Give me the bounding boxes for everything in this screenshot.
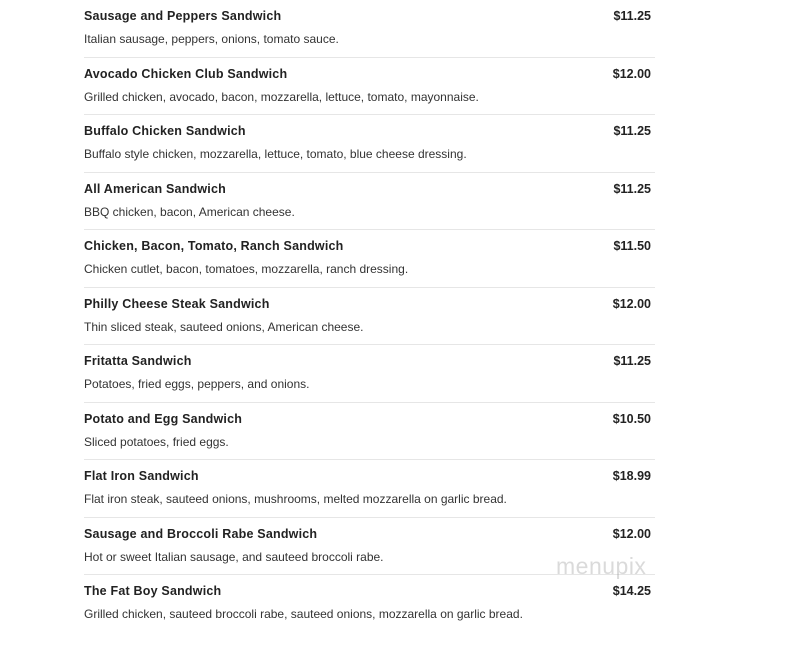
item-price: $12.00	[612, 66, 651, 81]
item-description: Thin sliced steak, sauteed onions, American cheese.	[84, 319, 364, 334]
menu-list	[84, 0, 655, 649]
item-name: Sausage and Broccoli Rabe Sandwich	[84, 526, 318, 541]
menu-item	[84, 575, 655, 649]
menupix-watermark: menupix	[556, 553, 647, 579]
item-price: $11.25	[613, 124, 651, 138]
item-name: Buffalo Chicken Sandwich	[84, 124, 246, 138]
item-name: Potato and Egg Sandwich	[84, 411, 243, 426]
item-description: BBQ chicken, bacon, American cheese.	[84, 204, 295, 219]
item-name: Philly Cheese Steak Sandwich	[84, 296, 270, 311]
item-description: Hot or sweet Italian sausage, and sauteed broccoli rabe.	[84, 549, 384, 564]
item-price: $18.99	[612, 469, 651, 483]
menu-item	[84, 230, 655, 288]
item-name: All American Sandwich	[84, 181, 226, 196]
item-description: Buffalo style chicken, mozzarella, lettuce, tomato, blue cheese dressing.	[84, 147, 467, 161]
menu-item	[84, 0, 655, 58]
menu-item	[84, 173, 655, 231]
menu-item	[84, 403, 655, 461]
item-price: $12.00	[612, 526, 651, 541]
item-name: Flat Iron Sandwich	[84, 469, 199, 483]
menu-item	[84, 345, 655, 403]
item-name: Fritatta Sandwich	[84, 354, 192, 368]
menu-item	[84, 115, 655, 173]
item-description: Potatoes, fried eggs, peppers, and onions.	[84, 377, 310, 391]
item-price: $12.00	[612, 296, 651, 311]
item-name: Avocado Chicken Club Sandwich	[84, 66, 288, 81]
menu-item	[84, 460, 655, 518]
item-description: Grilled chicken, sauteed broccoli rabe, sauteed onions, mozzarella on garlic bread.	[84, 607, 523, 621]
item-price: $11.25	[613, 181, 651, 196]
item-name: The Fat Boy Sandwich	[84, 584, 222, 598]
item-description: Grilled chicken, avocado, bacon, mozzarella, lettuce, tomato, mayonnaise.	[84, 89, 479, 104]
menu-item	[84, 288, 655, 346]
item-price: $10.50	[612, 411, 651, 426]
menu-item	[84, 58, 655, 116]
item-price: $11.50	[613, 239, 651, 253]
item-description: Chicken cutlet, bacon, tomatoes, mozzarella, ranch dressing.	[84, 262, 409, 276]
item-name: Sausage and Peppers Sandwich	[84, 9, 282, 23]
item-description: Italian sausage, peppers, onions, tomato sauce.	[84, 32, 339, 46]
item-name: Chicken, Bacon, Tomato, Ranch Sandwich	[84, 239, 344, 253]
item-description: Sliced potatoes, fried eggs.	[84, 434, 229, 449]
item-price: $14.25	[612, 584, 651, 598]
item-price: $11.25	[613, 9, 651, 23]
item-price: $11.25	[613, 354, 651, 368]
item-description: Flat iron steak, sauteed onions, mushrooms, melted mozzarella on garlic bread.	[84, 492, 507, 506]
